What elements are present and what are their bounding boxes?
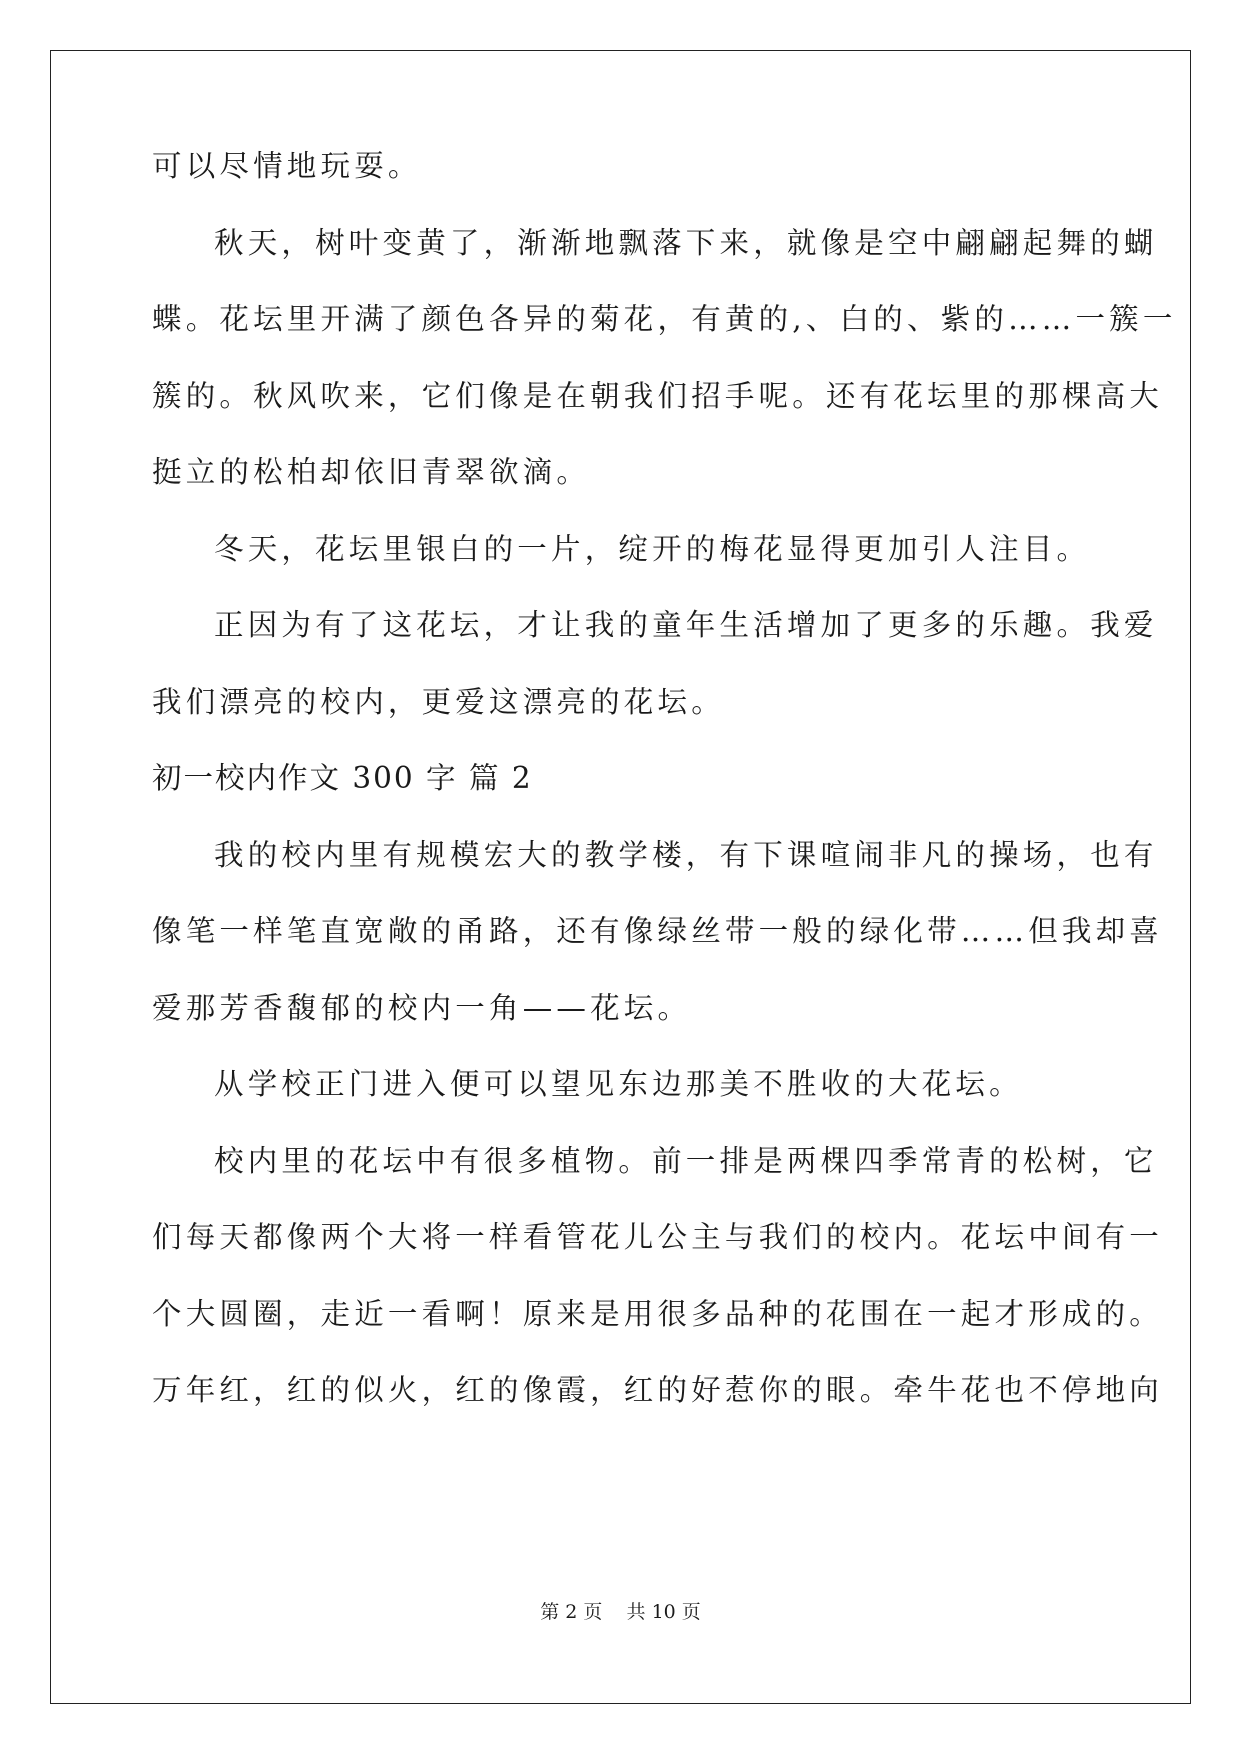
text-line: 冬天，花坛里银白的一片，绽开的梅花显得更加引人注目。 — [214, 531, 1091, 566]
text-line: 爱那芳香馥郁的校内一角——花坛。 — [152, 990, 692, 1025]
text-line: 我的校内里有规模宏大的教学楼，有下课喧闹非凡的操场，也有 — [214, 837, 1158, 872]
text-line: 簇的。秋风吹来，它们像是在朝我们招手呢。还有花坛里的那棵高大 — [152, 378, 1164, 413]
text-line: 挺立的松柏却依旧青翠欲滴。 — [152, 455, 591, 489]
text-line: 蝶。花坛里开满了颜色各异的菊花，有黄的,、白的、紫的……一簇一 — [152, 302, 1177, 336]
text-line: 我们漂亮的校内，更爱这漂亮的花坛。 — [152, 684, 725, 719]
page-number-footer: 第 2 页 共 10 页 — [540, 1601, 701, 1623]
text-line: 可以尽情地玩耍。 — [152, 149, 422, 183]
text-line: 像笔一样笔直宽敞的甬路，还有像绿丝带一般的绿化带……但我却喜 — [152, 914, 1164, 948]
text-line: 个大圆圈，走近一看啊！原来是用很多品种的花围在一起才形成的。 — [152, 1296, 1164, 1331]
text-line: 万年红，红的似火，红的像霞，红的好惹你的眼。牵牛花也不停地向 — [152, 1373, 1164, 1407]
text-line: 们每天都像两个大将一样看管花儿公主与我们的校内。花坛中间有一 — [152, 1220, 1164, 1254]
text-line: 从学校正门进入便可以望见东边那美不胜收的大花坛。 — [214, 1067, 1023, 1101]
text-line: 正因为有了这花坛，才让我的童年生活增加了更多的乐趣。我爱 — [214, 608, 1158, 642]
section-heading: 初一校内作文 300 字 篇 2 — [152, 761, 533, 795]
text-line: 秋天，树叶变黄了，渐渐地飘落下来，就像是空中翩翩起舞的蝴 — [214, 225, 1158, 260]
text-line: 校内里的花坛中有很多植物。前一排是两棵四季常青的松树，它 — [214, 1143, 1158, 1178]
